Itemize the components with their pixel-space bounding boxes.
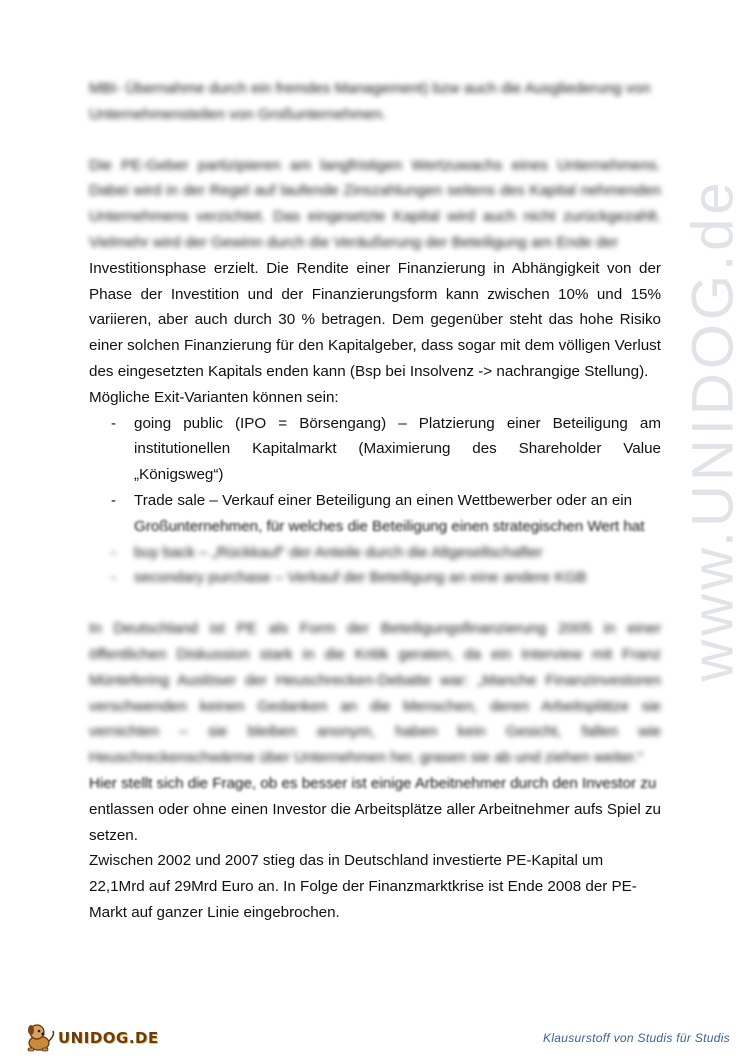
list-dash: - bbox=[111, 414, 117, 432]
document-body bbox=[89, 76, 661, 926]
footer-tagline: Klausurstoff von Studis für Studis bbox=[543, 1031, 730, 1045]
list-item-text: Großunternehmen, für welches die Beteiligung einen strategischen Wert hat bbox=[134, 517, 645, 535]
list-item bbox=[89, 514, 661, 540]
intro-line-2: Unternehmensteilen von Großunternehmen. bbox=[89, 105, 387, 123]
paragraph-capital: Zwischen 2002 und 2007 stieg das in Deutschland investierte PE-Kapital um 22,1Mrd auf 29Mrd Euro an. In Folge der Finanzmarktkrise ist Ende 2008 der PE-Markt auf ganzer Linie eingebrochen. bbox=[89, 852, 637, 921]
list-item bbox=[89, 488, 661, 514]
list-dash: - bbox=[111, 543, 117, 561]
list-dash: - bbox=[111, 491, 117, 509]
paragraph-returns: Investitionsphase erzielt. Die Rendite einer Finanzierung in Abhängigkeit von der Phase der Investition und der Finanzierungsform kann zwischen 10% und 15% variieren, aber auch durch 30 % betragen. Dem gegenüber steht das hohe Risiko einer solchen Finanzierung für den Kapitalgeber, dass sogar mit dem völligen Verlust des eingesetzten Kapitals enden kann (Bsp bei Insolvenz -> nachrangige Stellung). bbox=[89, 259, 661, 380]
page-footer bbox=[0, 1015, 750, 1055]
list-item-text: secondary purchase – Verkauf der Beteiligung an eine andere KGB bbox=[134, 569, 587, 587]
paragraph-heuschrecken: In Deutschland ist PE als Form der Beteiligungsfinanzierung 2005 in einer öffentlichen Diskussion stark in die Kritik geraten, da ein Interview mit Franz Müntefering Auslöser der Heuschrecken-Debatte war: „Manche Finanzinvestoren verschwenden keinen Gedanken an die Menschen, deren Arbeitsplätze sie vernichten – sie bleiben anonym, haben kein Gesicht, fallen wie Heuschreckenschwärme über Unternehmen her, grasen sie ab und ziehen weiter.“ bbox=[89, 620, 661, 767]
paragraph-blurred-top: Die PE-Geber partizipieren am langfristigen Wertzuwachs eines Unternehmens. Dabei wird in der Regel auf laufende Zinszahlungen seitens des Kapital nehmenden Unternehmens verzichtet. Das eingesetzte Kapital wird auch nicht zurückgezahlt. Vielmehr wird der Gewinn durch die Veräußerung der Beteiligung am Ende der bbox=[89, 156, 661, 251]
exit-variant-list bbox=[89, 411, 661, 592]
intro-paragraph bbox=[89, 76, 661, 128]
list-item-text: going public (IPO = Börsengang) – Platzierung einer Beteiligung am institutionellen Kapitalmarkt (Maximierung des Shareholder Value „Königsweg“) bbox=[134, 414, 661, 484]
list-item-text: Trade sale – Verkauf einer Beteiligung an einen Wettbewerber oder an ein bbox=[134, 491, 633, 509]
intro-line-1: MBI- Übernahme durch ein fremdes Management) bzw auch die Ausgliederung von bbox=[89, 80, 651, 97]
unidog-logo bbox=[22, 1019, 159, 1053]
dog-mascot-icon bbox=[22, 1019, 58, 1053]
list-dash: - bbox=[111, 569, 117, 587]
list-item bbox=[89, 540, 661, 566]
list-item bbox=[89, 411, 661, 488]
watermark: www.UNIDOG.de bbox=[680, 178, 746, 682]
list-item bbox=[89, 565, 661, 591]
exit-intro: Mögliche Exit-Varianten können sein: bbox=[89, 388, 339, 406]
paragraph-question-end: entlassen oder ohne einen Investor die Arbeitsplätze aller Arbeitnehmer aufs Spiel zu setzen. bbox=[89, 800, 661, 844]
paragraph-question-start: Hier stellt sich die Frage, ob es besser ist einige Arbeitnehmer durch den Investor zu bbox=[89, 774, 657, 792]
list-item-text: buy back – „Rückkauf“ der Anteile durch die Altgesellschafter bbox=[134, 543, 543, 561]
logo-text: UNIDOG.DE bbox=[58, 1029, 159, 1047]
